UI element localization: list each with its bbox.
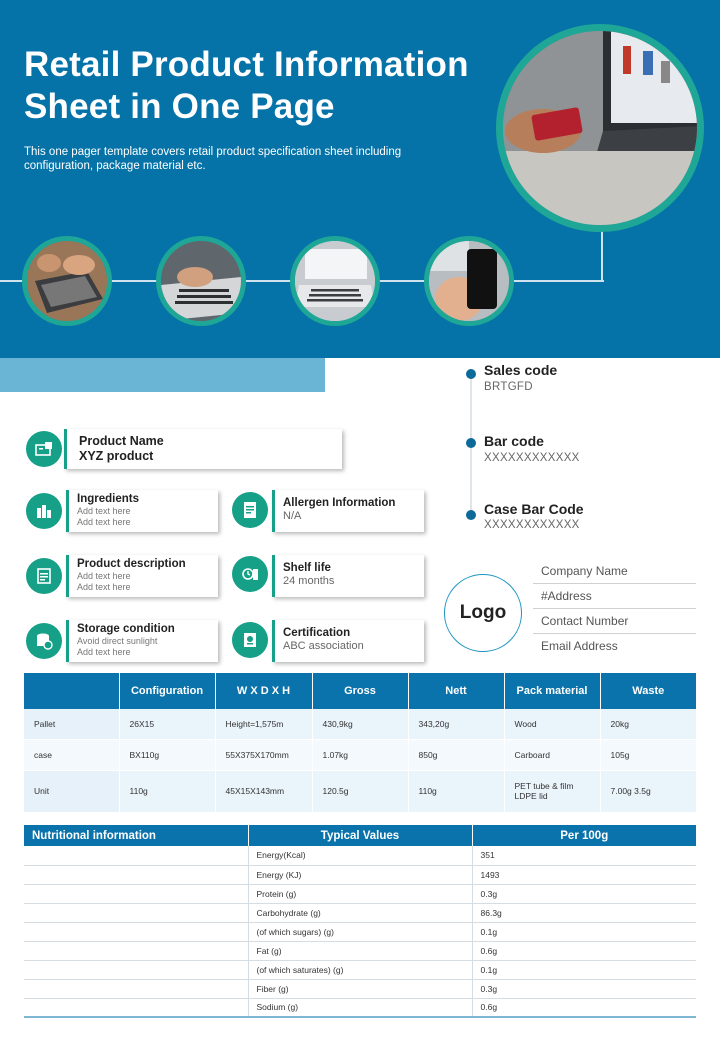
table-cell xyxy=(24,979,248,998)
storage-condition-label: Storage condition xyxy=(77,623,175,635)
table-cell xyxy=(24,865,248,884)
table-cell: (of which sugars) (g) xyxy=(248,922,472,941)
product-name-card xyxy=(64,429,342,469)
storage-condition-card xyxy=(66,620,218,662)
table-row xyxy=(24,739,696,770)
hero-banner xyxy=(0,0,720,358)
table-cell: Height=1,575m xyxy=(215,709,312,739)
ingredients-icon xyxy=(26,493,62,529)
timeline-dot xyxy=(466,369,476,379)
product-description-line: Add text here xyxy=(77,571,131,581)
ingredients-card xyxy=(66,490,218,532)
table-cell: 20kg xyxy=(600,709,696,739)
table-cell xyxy=(24,903,248,922)
allergen-icon xyxy=(232,492,268,528)
table-cell xyxy=(24,941,248,960)
ingredients-line: Add text here xyxy=(77,517,131,527)
table-row xyxy=(24,998,696,1017)
shelf-life-icon xyxy=(232,556,268,592)
table-cell: 7.00g 3.5g xyxy=(600,770,696,812)
table-cell: 0.1g xyxy=(472,960,696,979)
email-address: Email Address xyxy=(541,639,618,653)
table-cell: 351 xyxy=(472,846,696,865)
case-bar-code-label: Case Bar Code xyxy=(484,501,584,517)
table-row xyxy=(24,846,696,865)
table-cell: 850g xyxy=(408,739,504,770)
spec-header-cell: Nett xyxy=(408,673,504,709)
table-cell: (of which saturates) (g) xyxy=(248,960,472,979)
table-cell: 55X375X170mm xyxy=(215,739,312,770)
table-cell: 430,9kg xyxy=(312,709,408,739)
ingredients-line: Add text here xyxy=(77,506,131,516)
company-address: #Address xyxy=(533,584,696,609)
table-row xyxy=(24,922,696,941)
thumbnail-laptop-typing xyxy=(22,236,112,326)
spec-header-cell: Pack material xyxy=(504,673,600,709)
spec-header-cell xyxy=(24,673,119,709)
thumbnail-laptop xyxy=(290,236,380,326)
sales-code-value: BRTGFD xyxy=(484,381,533,393)
certification-icon xyxy=(232,622,268,658)
table-row xyxy=(24,979,696,998)
table-cell: 45X15X143mm xyxy=(215,770,312,812)
table-cell: 0.6g xyxy=(472,941,696,960)
table-cell: Pallet xyxy=(24,709,119,739)
shelf-life-value: 24 months xyxy=(283,575,335,587)
table-row xyxy=(24,903,696,922)
table-cell: Unit xyxy=(24,770,119,812)
table-cell: 0.3g xyxy=(472,979,696,998)
sales-code-label: Sales code xyxy=(484,362,558,378)
table-cell: Sodium (g) xyxy=(248,998,472,1017)
table-cell: 0.3g xyxy=(472,884,696,903)
product-description-card xyxy=(66,555,218,597)
connector-line-vertical xyxy=(601,230,603,281)
allergen-label: Allergen Information xyxy=(283,497,396,509)
spec-header-cell: Configuration xyxy=(119,673,215,709)
table-cell: Carboard xyxy=(504,739,600,770)
table-cell: Fiber (g) xyxy=(248,979,472,998)
product-description-label: Product description xyxy=(77,558,186,570)
shelf-life-label: Shelf life xyxy=(283,562,331,574)
nutrition-header-cell: Per 100g xyxy=(472,825,696,846)
table-row xyxy=(24,709,696,739)
table-cell: PET tube & film LDPE lid xyxy=(504,770,600,812)
table-cell: 110g xyxy=(408,770,504,812)
bar-code-label: Bar code xyxy=(484,433,544,449)
table-row xyxy=(24,960,696,979)
certification-value: ABC association xyxy=(283,640,364,652)
specification-table xyxy=(24,673,696,813)
table-row xyxy=(24,865,696,884)
table-cell xyxy=(24,846,248,865)
spec-header-row xyxy=(24,673,696,709)
table-cell: 86.3g xyxy=(472,903,696,922)
table-cell: 26X15 xyxy=(119,709,215,739)
table-cell: case xyxy=(24,739,119,770)
certification-label: Certification xyxy=(283,627,351,639)
product-icon xyxy=(26,431,62,467)
table-cell: Protein (g) xyxy=(248,884,472,903)
table-cell: 0.6g xyxy=(472,998,696,1017)
table-cell: Carbohydrate (g) xyxy=(248,903,472,922)
table-cell: Wood xyxy=(504,709,600,739)
spec-header-cell: W X D X H xyxy=(215,673,312,709)
nutrition-header-row xyxy=(24,825,696,846)
timeline-dot xyxy=(466,510,476,520)
company-logo: Logo xyxy=(444,574,522,652)
product-name-value: XYZ product xyxy=(79,449,154,463)
table-cell: BX110g xyxy=(119,739,215,770)
accent-band xyxy=(0,358,325,392)
table-row xyxy=(24,884,696,903)
table-row xyxy=(24,941,696,960)
company-name: Company Name xyxy=(533,559,696,584)
table-cell: 120.5g xyxy=(312,770,408,812)
table-cell: 105g xyxy=(600,739,696,770)
table-cell: Energy(Kcal) xyxy=(248,846,472,865)
table-cell: 1493 xyxy=(472,865,696,884)
page-subtitle: This one pager template covers retail product specification sheet including configuration, package material etc. xyxy=(24,146,402,172)
allergen-value: N/A xyxy=(283,510,302,522)
table-cell: 343,20g xyxy=(408,709,504,739)
table-cell xyxy=(24,998,248,1017)
bar-code-value: XXXXXXXXXXXX xyxy=(484,452,580,464)
certification-card xyxy=(272,620,424,662)
spec-header-cell: Waste xyxy=(600,673,696,709)
nutrition-table xyxy=(24,825,696,1018)
spec-header-cell: Gross xyxy=(312,673,408,709)
storage-condition-line: Add text here xyxy=(77,647,131,657)
thumbnail-smartphone xyxy=(424,236,514,326)
thumbnail-keyboard xyxy=(156,236,246,326)
product-name-label: Product Name xyxy=(79,434,164,448)
table-row xyxy=(24,770,696,812)
ingredients-label: Ingredients xyxy=(77,493,139,505)
hero-photo-card-payment xyxy=(496,24,704,232)
table-cell xyxy=(24,922,248,941)
table-cell: 0.1g xyxy=(472,922,696,941)
product-description-line: Add text here xyxy=(77,582,131,592)
case-bar-code-value: XXXXXXXXXXXX xyxy=(484,519,580,531)
contact-number: Contact Number xyxy=(533,609,696,634)
table-cell: 1.07kg xyxy=(312,739,408,770)
storage-condition-line: Avoid direct sunlight xyxy=(77,636,158,646)
table-cell xyxy=(24,960,248,979)
table-cell: Energy (KJ) xyxy=(248,865,472,884)
nutrition-header-cell: Nutritional information xyxy=(24,825,248,846)
table-cell: Fat (g) xyxy=(248,941,472,960)
page-title: Retail Product Information Sheet in One Page xyxy=(24,45,469,126)
table-cell xyxy=(24,884,248,903)
storage-icon xyxy=(26,623,62,659)
nutrition-header-cell: Typical Values xyxy=(248,825,472,846)
shelf-life-card xyxy=(272,555,424,597)
table-cell: 110g xyxy=(119,770,215,812)
allergen-card xyxy=(272,490,424,532)
description-icon xyxy=(26,558,62,594)
timeline-dot xyxy=(466,438,476,448)
